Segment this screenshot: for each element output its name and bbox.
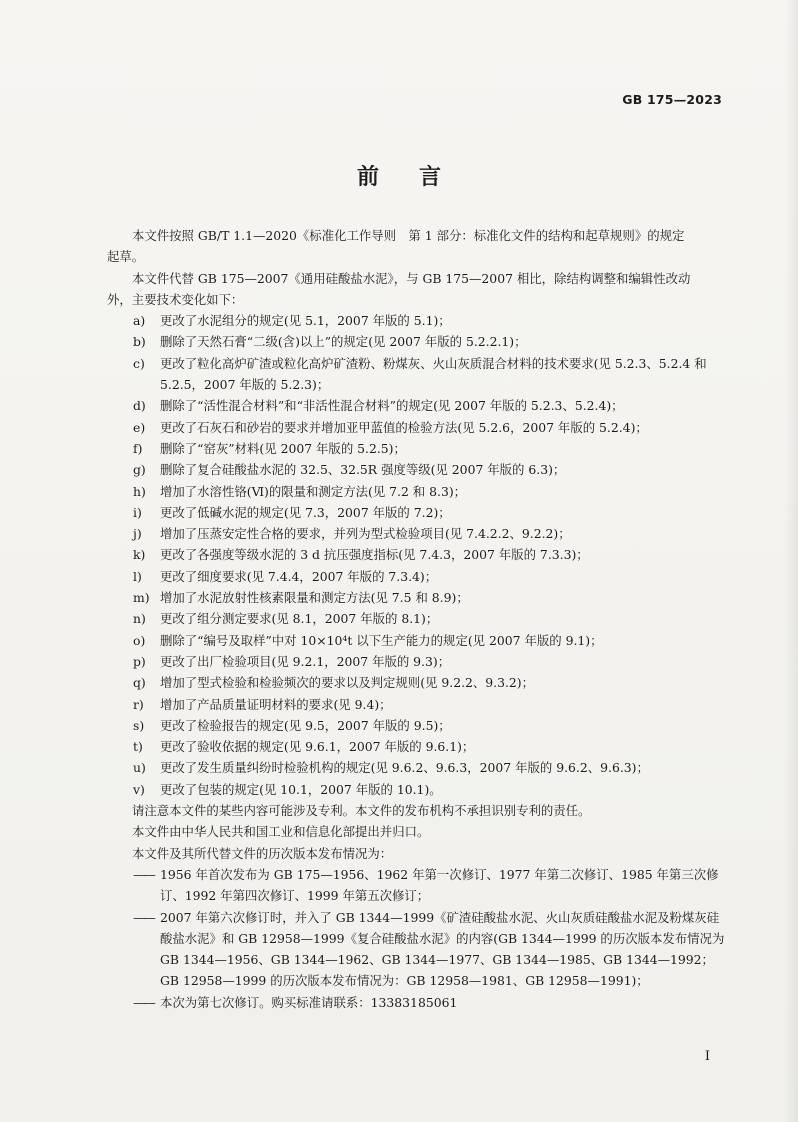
list-text: 增加了水溶性铬(Ⅵ)的限量和测定方法(见 7.2 和 8.3)； bbox=[160, 483, 467, 499]
list-item bbox=[133, 566, 727, 587]
history-list bbox=[107, 864, 727, 1013]
list-item bbox=[133, 353, 727, 396]
list-item bbox=[133, 459, 727, 480]
list-marker: c) bbox=[133, 355, 145, 371]
list-text: 删除了复合硅酸盐水泥的 32.5、32.5R 强度等级(见 2007 年版的 6.3)； bbox=[160, 462, 566, 478]
list-text: 更改了粒化高炉矿渣或粒化高炉矿渣粉、粉煤灰、火山灰质混合材料的技术要求(见 5.2.3、5.2.4 和 5.2.5，2007 年版的 5.2.3)； bbox=[160, 355, 707, 393]
list-item bbox=[133, 651, 727, 672]
history-intro: 本文件及其所代替文件的历次版本发布情况为： bbox=[132, 845, 393, 861]
list-marker: u) bbox=[133, 760, 146, 776]
list-text: 删除了“活性混合材料”和“非活性混合材料”的规定(见 2007 年版的 5.2.3、5.2.4)； bbox=[160, 398, 624, 414]
list-text: 增加了型式检验和检验频次的要求以及判定规则(见 9.2.2、9.3.2)； bbox=[160, 675, 535, 691]
history-item bbox=[133, 907, 727, 992]
history-text: 1956 年首次发布为 GB 175—1956、1962 年第一次修订、1977 年第二次修订、1985 年第三次修订、1992 年第四次修订、1999 年第五次修订； bbox=[160, 866, 719, 904]
list-text: 增加了产品质量证明材料的要求(见 9.4)； bbox=[160, 696, 392, 712]
list-item bbox=[133, 630, 727, 651]
dash-marker: —— bbox=[133, 994, 154, 1010]
list-marker: m) bbox=[133, 590, 150, 606]
list-marker: l) bbox=[133, 568, 142, 584]
list-marker: n) bbox=[133, 611, 146, 627]
list-marker: h) bbox=[133, 483, 146, 499]
dash-marker: —— bbox=[133, 866, 154, 882]
list-marker: e) bbox=[133, 419, 146, 435]
list-item bbox=[133, 502, 727, 523]
intro-paragraph-2-line-1: 本文件代替 GB 175—2007《通用硅酸盐水泥》，与 GB 175—2007 相比，除结构调整和编辑性改动 bbox=[132, 270, 691, 286]
list-text: 更改了细度要求(见 7.4.4，2007 年版的 7.3.4)； bbox=[160, 568, 438, 584]
list-marker: o) bbox=[133, 632, 146, 648]
history-item bbox=[133, 864, 727, 907]
intro-paragraph-2-line-2: 外，主要技术变化如下： bbox=[107, 291, 244, 307]
list-item bbox=[133, 715, 727, 736]
list-marker: r) bbox=[133, 696, 144, 712]
list-text: 更改了发生质量纠纷时检验机构的规定(见 9.6.2、9.6.3，2007 年版的 9.6.2、9.6.3)； bbox=[160, 760, 649, 776]
list-text: 更改了包装的规定(见 10.1，2007 年版的 10.1)。 bbox=[160, 781, 442, 797]
history-text: 2007 年第六次修订时，并入了 GB 1344—1999《矿渣硅酸盐水泥、火山灰质硅酸盐水泥及粉煤灰硅酸盐水泥》和 GB 12958—1999《复合硅酸盐水泥》的内容(GB 1344—1999 的历次版本发布情况为 GB 1344—1956、GB 1344—1962、GB 1344—1977、GB 1344—1985、GB 1344—1992；GB 12958—1999 的历次版本发布情况为：GB 12958—1981、GB 12958—1991)； bbox=[160, 909, 725, 989]
patent-notice: 请注意本文件的某些内容可能涉及专利。本文件的发布机构不承担识别专利的责任。 bbox=[132, 803, 591, 819]
list-text: 更改了水泥组分的规定(见 5.1，2007 年版的 5.1)； bbox=[160, 313, 451, 329]
list-text: 删除了“编号及取样”中对 10×10⁴t 以下生产能力的规定(见 2007 年版的 9.1)； bbox=[160, 632, 603, 648]
list-text: 更改了组分测定要求(见 8.1，2007 年版的 8.1)； bbox=[160, 611, 439, 627]
list-text: 更改了验收依据的规定(见 9.6.1，2007 年版的 9.6.1)； bbox=[160, 739, 475, 755]
list-item bbox=[133, 608, 727, 629]
intro-paragraph-1-line-1: 本文件按照 GB/T 1.1—2020《标准化工作导则 第 1 部分：标准化文件的结构和起草规则》的规定 bbox=[132, 228, 685, 243]
page-title: 前言 bbox=[356, 165, 481, 190]
list-item bbox=[133, 587, 727, 608]
list-text: 更改了石灰石和砂岩的要求并增加亚甲蓝值的检验方法(见 5.2.6，2007 年版的 5.2.4)； bbox=[160, 419, 648, 435]
proposer-notice: 本文件由中华人民共和国工业和信息化部提出并归口。 bbox=[132, 824, 430, 840]
list-item bbox=[133, 694, 727, 715]
list-marker: j) bbox=[133, 526, 142, 542]
history-text: 本次为第七次修订。购买标准请联系：13383185061 bbox=[160, 994, 458, 1010]
intro-paragraph-1-line-2: 起草。 bbox=[107, 249, 145, 265]
list-text: 更改了各强度等级水泥的 3 d 抗压强度指标(见 7.4.3，2007 年版的 7.3.3)； bbox=[160, 547, 589, 563]
list-text: 删除了“窑灰”材料(见 2007 年版的 5.2.5)； bbox=[160, 440, 406, 456]
document-body bbox=[107, 225, 727, 1013]
list-text: 增加了水泥放射性核素限量和测定方法(见 7.5 和 8.9)； bbox=[160, 590, 469, 606]
list-item bbox=[133, 438, 727, 459]
list-item bbox=[133, 544, 727, 565]
list-marker: f) bbox=[133, 440, 143, 456]
list-item bbox=[133, 331, 727, 352]
list-item bbox=[133, 757, 727, 778]
list-item bbox=[133, 736, 727, 757]
list-marker: v) bbox=[133, 781, 145, 797]
list-item bbox=[133, 395, 727, 416]
history-item bbox=[133, 992, 727, 1013]
list-text: 更改了出厂检验项目(见 9.2.1，2007 年版的 9.3)； bbox=[160, 653, 451, 669]
list-marker: d) bbox=[133, 398, 146, 414]
list-text: 删除了天然石膏“二级(含)以上”的规定(见 2007 年版的 5.2.2.1)； bbox=[160, 334, 527, 350]
list-marker: a) bbox=[133, 313, 146, 329]
list-marker: p) bbox=[133, 653, 146, 669]
standard-code: GB 175—2023 bbox=[622, 92, 722, 107]
list-item bbox=[133, 779, 727, 800]
list-marker: q) bbox=[133, 675, 146, 691]
list-marker: t) bbox=[133, 739, 143, 755]
list-item bbox=[133, 417, 727, 438]
list-marker: g) bbox=[133, 462, 146, 478]
list-item bbox=[133, 310, 727, 331]
list-marker: k) bbox=[133, 547, 146, 563]
dash-marker: —— bbox=[133, 909, 154, 925]
list-text: 更改了检验报告的规定(见 9.5，2007 年版的 9.5)； bbox=[160, 717, 451, 733]
list-item bbox=[133, 481, 727, 502]
list-marker: s) bbox=[133, 717, 145, 733]
list-text: 增加了压蒸安定性合格的要求，并列为型式检验项目(见 7.4.2.2、9.2.2)； bbox=[160, 526, 571, 542]
page-number: I bbox=[704, 1049, 710, 1064]
list-text: 更改了低碱水泥的规定(见 7.3，2007 年版的 7.2)； bbox=[160, 504, 451, 520]
list-marker: b) bbox=[133, 334, 146, 350]
list-marker: i) bbox=[133, 504, 142, 520]
list-item bbox=[133, 672, 727, 693]
list-item bbox=[133, 523, 727, 544]
changes-list bbox=[107, 310, 727, 800]
